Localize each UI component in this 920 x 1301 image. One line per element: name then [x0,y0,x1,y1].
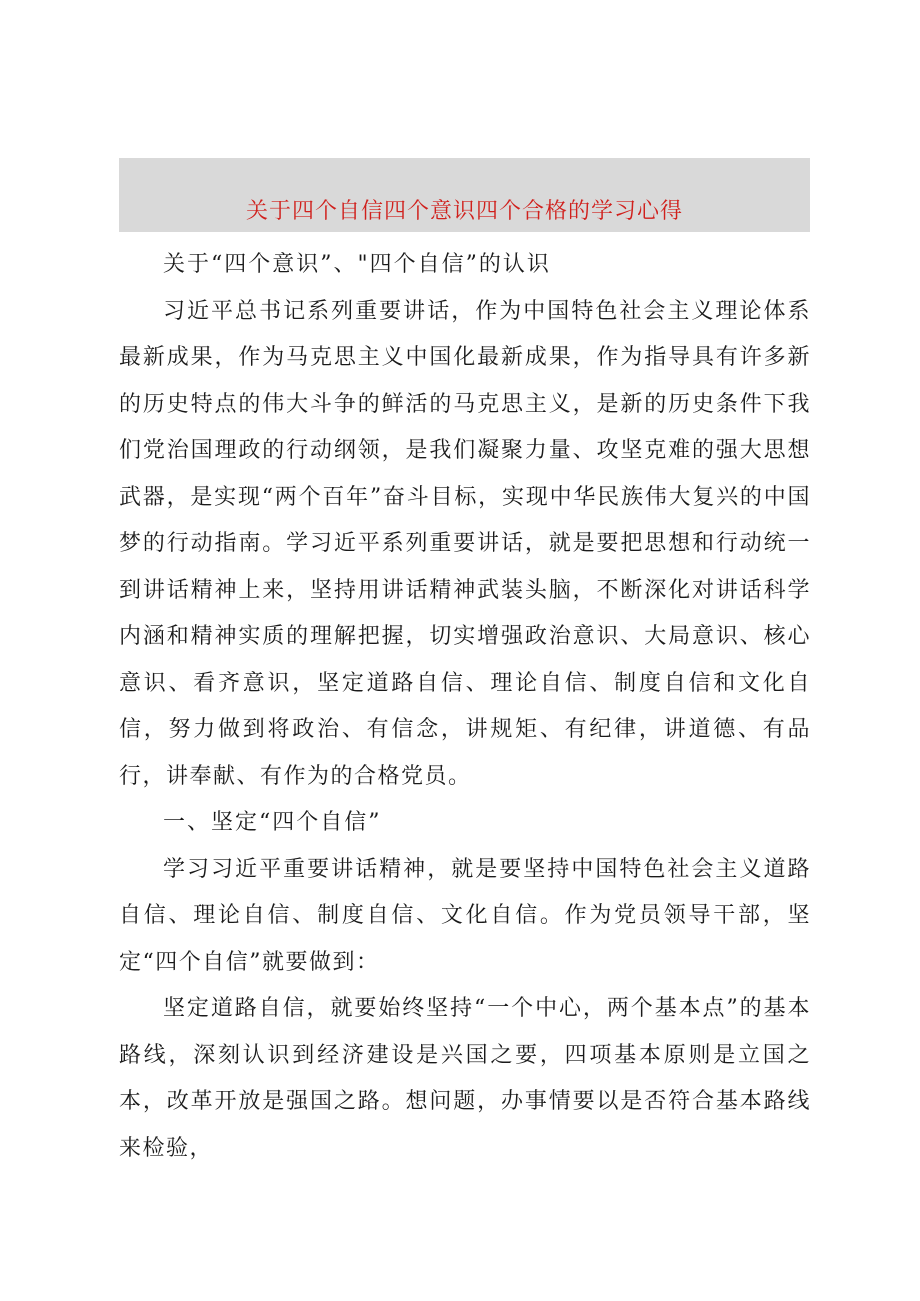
body-paragraph: 坚定道路自信，就要始终坚持“一个中心，两个基本点”的基本路线，深刻认识到经济建设是兴国之要，四项基本原则是立国之本，改革开放是强国之路。想问题，办事情要以是否符合基本路线来检验， [119,996,811,1161]
body-paragraph: 习近平总书记系列重要讲话，作为中国特色社会主义理论体系最新成果，作为马克思主义中国化最新成果，作为指导具有许多新的历史特点的伟大斗争的鲜活的马克思主义，是新的历史条件下我们党治国理政的行动纲领，是我们凝聚力量、攻坚克难的强大思想武器，是实现“两个百年”奋斗目标，实现中华民族伟大复兴的中国梦的行动指南。学习近平系列重要讲话，就是要把思想和行动统一到讲话精神上来，坚持用讲话精神武装头脑，不断深化对讲话科学内涵和精神实质的理解把握，切实增强政治意识、大局意识、核心意识、看齐意识，坚定道路自信、理论自信、制度自信和文化自信，努力做到将政治、有信念，讲规矩、有纪律，讲道德、有品行，讲奉献、有作为的合格党员。 [119,298,811,789]
section-heading-recognition: 关于“四个意识”、"四个自信”的认识 [163,252,551,277]
document-body [119,242,811,1172]
title-banner [119,158,810,232]
document-title: 关于四个自信四个意识四个合格的学习心得 [245,198,683,224]
body-paragraph: 学习习近平重要讲话精神，就是要坚持中国特色社会主义道路自信、理论自信、制度自信、文化自信。作为党员领导干部，坚定“四个自信”就要做到： [119,856,811,975]
section-heading-four-confidences: 一、坚定“四个自信” [163,810,382,835]
